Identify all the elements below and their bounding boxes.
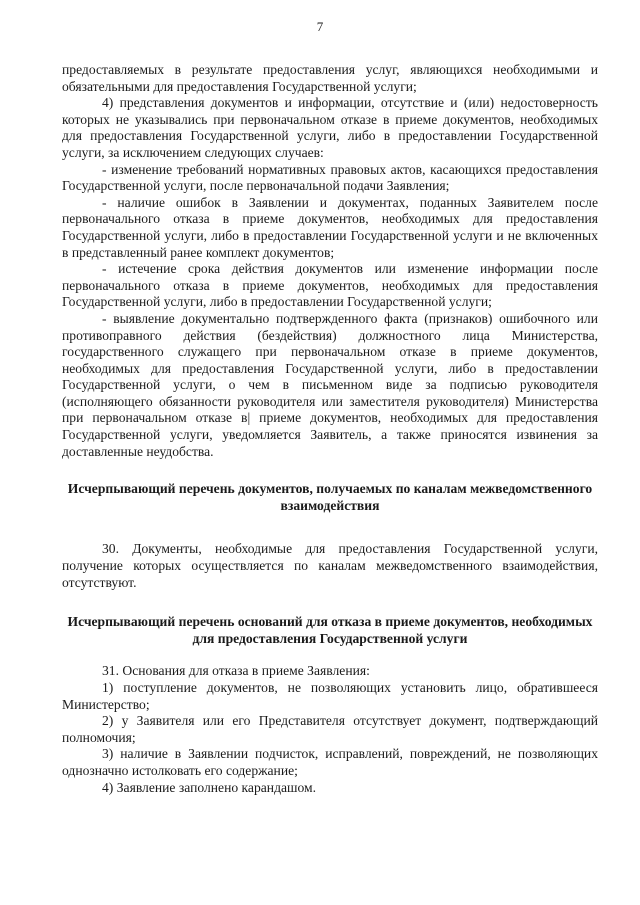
paragraph-31-item-1: 1) поступление документов, не позволяющих установить лицо, обратившееся Министерство; <box>62 680 598 712</box>
paragraph-bullet-errors: - наличие ошибок в Заявлении и документах, поданных Заявителем после первоначального отказа в приеме документов, необходимых для предоставления Государственной услуги, либо в предоставлении Государственной услуги и не включенных в представленный ранее комплект документов; <box>62 194 598 260</box>
paragraph-30: 30. Документы, необходимые для предоставления Государственной услуги, получение которых осуществляется по каналам межведомственного взаимодействия, отсутствуют. <box>62 541 598 590</box>
paragraph-31-item-4: 4) Заявление заполнено карандашом. <box>102 779 317 795</box>
paragraph-bullet-legislation-change: - изменение требований нормативных правовых актов, касающихся предоставления Государственной услуги, после первоначальной подачи Заявления; <box>62 161 598 194</box>
document-body <box>62 62 598 796</box>
paragraph-31: 31. Основания для отказа в приеме Заявления: <box>102 663 370 679</box>
page-number: 7 <box>316 19 324 34</box>
paragraph-item-4: 4) представления документов и информации, отсутствие и (или) недостоверность которых не указывались при первоначальном отказе в приеме документов, необходимых для предоставления Государственной услуги, либо в предоставлении Государственной услуги, за исключением следующих случаев: <box>62 95 598 160</box>
paragraph-bullet-expiry: - истечение срока действия документов или изменение информации после первоначального отказа в приеме документов, необходимых для предоставления Государственной услуги, либо в предоставлении Государственной услуги; <box>62 261 598 310</box>
paragraph-31-item-2: 2) у Заявителя или его Представителя отсутствует документ, подтверждающий полномочия; <box>62 713 598 745</box>
paragraph-bullet-wrongful-action: - выявление документально подтвержденного факта (признаков) ошибочного или противоправного действия (бездействия) должностного лица Министерства, государственного служащего при первоначальном отказе в приеме документов, необходимых для предоставления Государственной услуги, либо в предоставлении Государственной услуги, о чем в письменном виде за подписью руководителя (исполняющего обязанности руководителя или заместителя руководителя) Министерства при первоначальном отказе в| приеме документов, необходимых для предоставления Государственной услуги, уведомляется Заявитель, а также приносятся извинения за доставленные неудобства. <box>62 310 598 459</box>
section-heading-interagency-documents: Исчерпывающий перечень документов, получаемых по каналам межведомственного взаимодействия <box>67 481 593 513</box>
section-heading-refusal-grounds: Исчерпывающий перечень оснований для отказа в приеме документов, необходимых для предоставления Государственной услуги <box>67 614 593 646</box>
paragraph-continuation: предоставляемых в результате предоставления услуг, являющихся необходимыми и обязательными для предоставления Государственной услуги; <box>62 62 598 94</box>
paragraph-31-item-3: 3) наличие в Заявлении подчисток, исправлений, повреждений, не позволяющих однозначно истолковать его содержание; <box>62 746 598 778</box>
